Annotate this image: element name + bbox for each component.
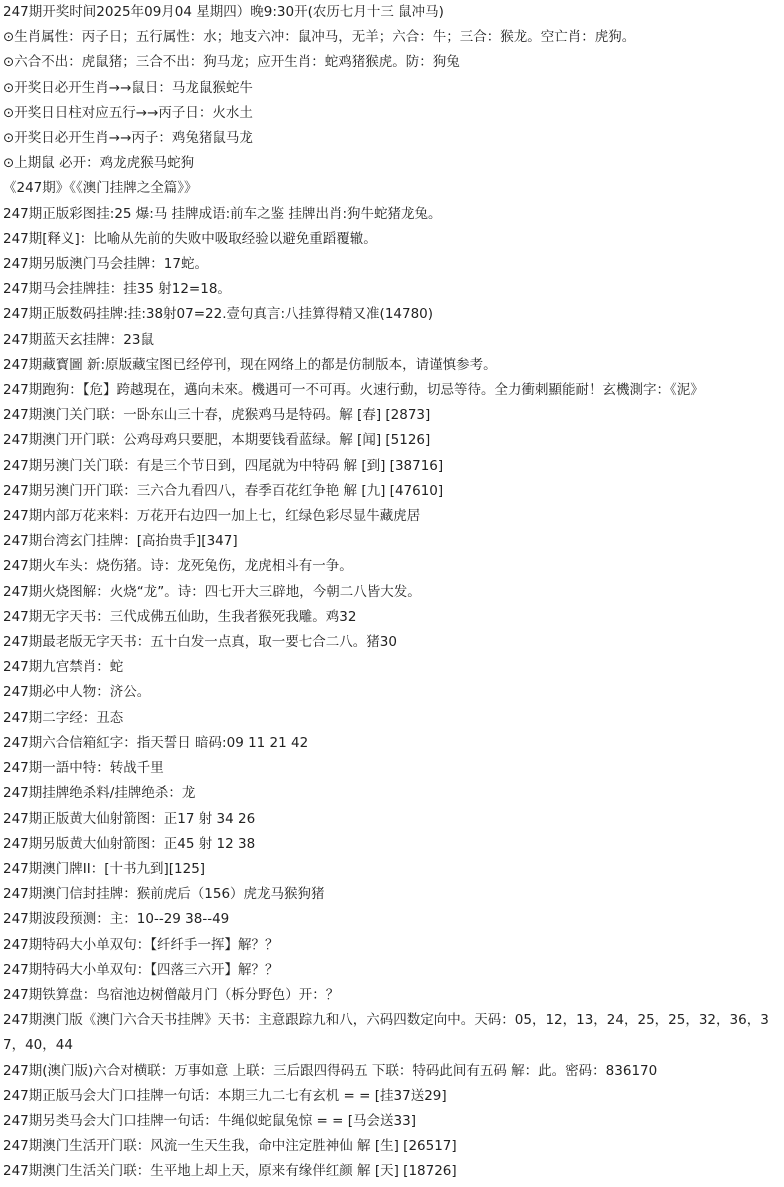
text-line: 247期另版澳门马会挂牌：17蛇。 bbox=[3, 256, 208, 273]
text-line-wrapped: 247期澳门版《澳门六合天书挂牌》天书：主意跟踪九和八，六码四数定向中。天码：05，12，13，24，25，25，32，36，37，40，44 bbox=[3, 1012, 769, 1054]
text-line: 247期澳门生活关门联：生平地上却上天，原来有缘伴红颜 解 [天] [18726] bbox=[3, 1163, 457, 1180]
text-line: 247期铁算盘：鸟宿池边树僧敲月门（柝分野色）开：？ bbox=[3, 986, 340, 1003]
text-line: 247期澳门开门联：公鸡母鸡只要肥，本期要钱看蓝绿。解 [闻] [5126] bbox=[3, 432, 431, 449]
text-line: 247期特码大小单双句：【四落三六开】解？？ bbox=[3, 961, 279, 978]
text-line: 247期另澳门关门联：有是三个节日到，四尾就为中特码 解 [到] [38716] bbox=[3, 457, 444, 474]
text-line: 247期正版彩图挂:25 爆:马 挂牌成语:前车之鉴 挂牌出肖:狗牛蛇猪龙兔。 bbox=[3, 205, 442, 222]
text-line: 247期澳门生活开门联：风流一生天生我，命中注定胜神仙 解 [生] [26517] bbox=[3, 1138, 457, 1155]
text-line: 247期藏寳圖 新:原版藏宝图已经停刊，现在网络上的都是仿制版本，请谨慎参考。 bbox=[3, 356, 497, 373]
text-line: ⊙开奖日必开生肖→→丙子：鸡兔猪鼠马龙 bbox=[3, 130, 253, 147]
text-line: 247期一語中特：转战千里 bbox=[3, 760, 164, 777]
text-line: 247期挂牌绝杀料/挂牌绝杀：龙 bbox=[3, 785, 196, 802]
text-line: 247期正版数码挂牌:挂:38射07=22.壹句真言:八挂算得精又准(14780) bbox=[3, 306, 434, 323]
text-line-draw-time: 247期开奖时间2025年09月04 星期四）晚9:30开(农历七月十三 鼠冲马) bbox=[3, 4, 444, 20]
text-line: 247期正版马会大门口挂牌一句话：本期三九二七有玄机 = = [挂37送29] bbox=[3, 1087, 447, 1104]
text-line: 247期马会挂牌挂：挂35 射12=18。 bbox=[3, 281, 231, 298]
text-line: 247期内部万花来料：万花开右边四一加上七，红绿色彩尽显牛藏虎居 bbox=[3, 508, 421, 525]
text-line: 247期特码大小单双句：【纤纤手一挥】解？？ bbox=[3, 936, 279, 953]
text-line: ⊙开奖日日柱对应五行→→丙子日：火水土 bbox=[3, 104, 253, 121]
text-line: 247期另类马会大门口挂牌一句话：牛绳似蛇鼠兔惊 = = [马会送33] bbox=[3, 1112, 416, 1129]
text-line: 247期六合信箱紅字：指天誓日 暗码:09 11 21 42 bbox=[3, 734, 309, 751]
text-line: 247期蓝天玄挂牌：23鼠 bbox=[3, 331, 154, 348]
text-line: 247期另版黄大仙射箭图：正45 射 12 38 bbox=[3, 835, 256, 852]
text-line: 247期澳门牌II：[十书九到][125] bbox=[3, 860, 206, 877]
text-line: 247期(澳门版)六合对横联：万事如意 上联：三后跟四得码五 下联：特码此间有五码 解：此。密码：836170 bbox=[3, 1062, 658, 1079]
text-line: 247期波段预测：主：10--29 38--49 bbox=[3, 911, 230, 928]
text-line: ⊙上期鼠 必开：鸡龙虎猴马蛇狗 bbox=[3, 155, 195, 172]
text-line: 247期[释义]：比喻从先前的失败中吸取经验以避免重蹈覆辙。 bbox=[3, 230, 377, 247]
text-line: 247期另澳门开门联：三六合九看四八，春季百花红争艳 解 [九] [47610] bbox=[3, 482, 444, 499]
text-line: 247期无字天书：三代成佛五仙助，生我者猴死我雕。鸡32 bbox=[3, 608, 357, 625]
text-line: 247期二字经：丑态 bbox=[3, 709, 124, 726]
section-heading: 《247期》《《澳门挂牌之全篇》》 bbox=[3, 180, 198, 197]
text-line: 247期跑狗：【危】跨越現在，邁向未來。機遇可一不可再。火速行動，切忌等待。全力衝刺顯能耐！玄機測字：《泥》 bbox=[3, 382, 704, 399]
text-line: 247期火烧图解：火烧“龙”。诗：四七开大三辟地，今朝二八皆大发。 bbox=[3, 583, 421, 600]
text-line: 247期最老版无字天书：五十白发一点真，取一要七合二八。猪30 bbox=[3, 634, 397, 651]
text-line: ⊙六合不出：虎鼠猪；三合不出：狗马龙；应开生肖：蛇鸡猪猴虎。防：狗兔 bbox=[3, 54, 460, 71]
text-line: 247期台湾玄门挂牌：[高抬贵手][347] bbox=[3, 533, 238, 550]
text-line: 247期九宫禁肖：蛇 bbox=[3, 659, 124, 676]
text-line: ⊙开奖日必开生肖→→鼠日：马龙鼠猴蛇牛 bbox=[3, 79, 253, 96]
text-line: 247期正版黄大仙射箭图：正17 射 34 26 bbox=[3, 810, 256, 827]
text-line: ⊙生肖属性：丙子日；五行属性：水；地支六冲：鼠冲马，无羊；六合：牛；三合：猴龙。空亡肖：虎狗。 bbox=[3, 29, 636, 46]
text-line: 247期火车头：烧伤猪。诗：龙死兔伤，龙虎相斗有一争。 bbox=[3, 558, 353, 575]
text-line: 247期必中人物：济公。 bbox=[3, 684, 151, 701]
text-line: 247期澳门信封挂牌：猴前虎后（156）虎龙马猴狗猪 bbox=[3, 886, 325, 903]
text-line: 247期澳门关门联：一卧东山三十春，虎猴鸡马是特码。解 [春] [2873] bbox=[3, 407, 431, 424]
